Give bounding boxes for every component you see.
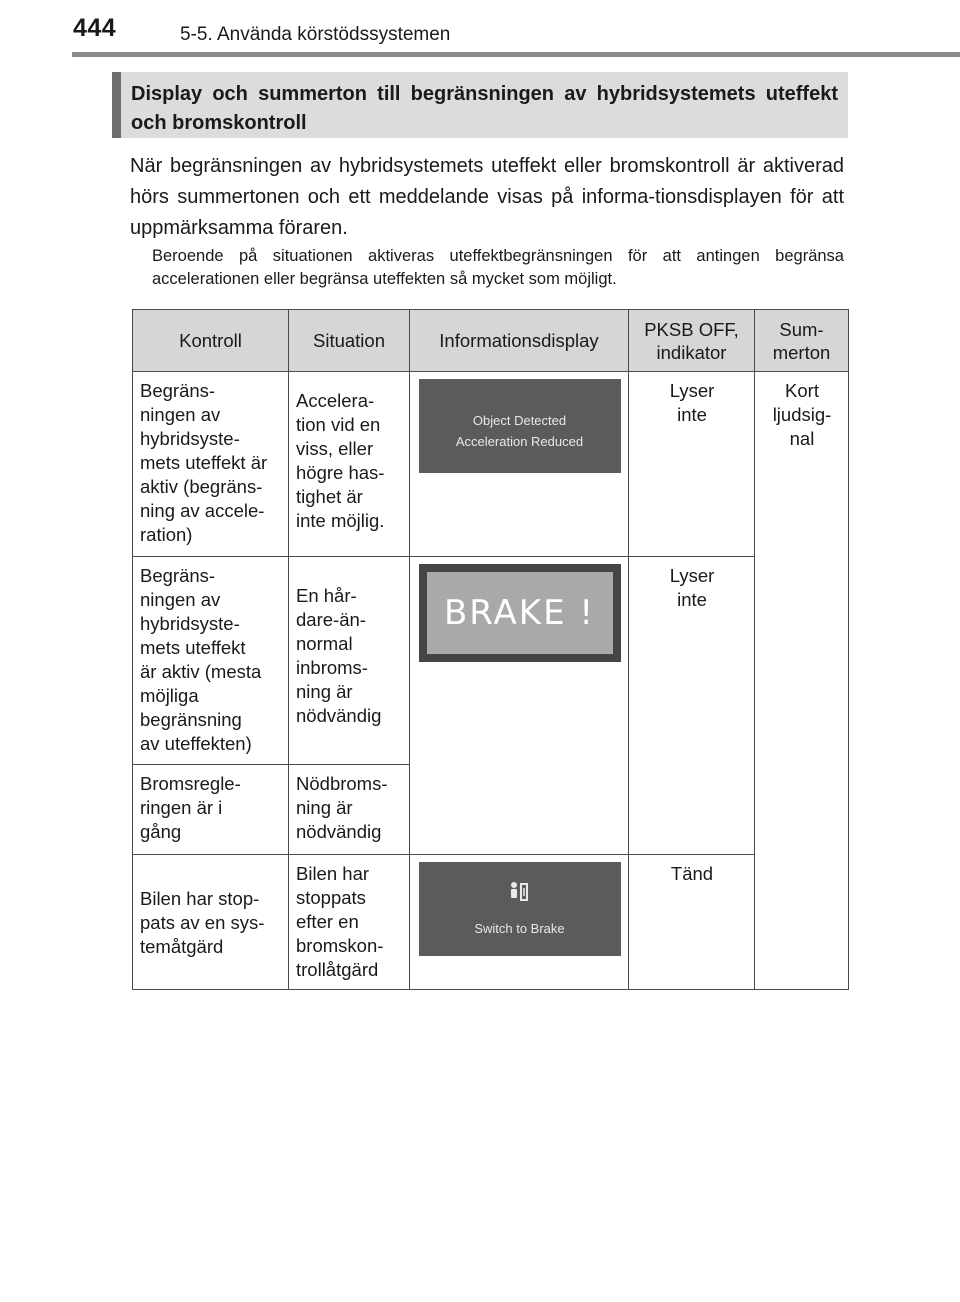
brake-display-screen <box>419 564 621 662</box>
display-cell <box>410 372 629 557</box>
kontroll-cell: Begräns- ningen av hybridsyste- mets uteffekt är aktiv (mesta möjliga begränsning av uteffekten) <box>133 557 289 765</box>
table-row <box>133 557 849 765</box>
kontroll-cell: Begräns- ningen av hybridsyste- mets uteffekt är aktiv (begräns- ning av accele- ration) <box>133 372 289 557</box>
body-paragraph: När begränsningen av hybridsystemets uteffekt eller bromskontroll är aktiverad hörs summertonen och ett meddelande visas på informa-tionsdisplayen för att uppmärksamma föraren. <box>130 155 844 239</box>
switch-display-screen <box>419 862 621 956</box>
display-cell <box>410 557 629 855</box>
situation-cell: Bilen har stoppats efter en bromskon- trollåtgärd <box>289 855 410 990</box>
summerton-cell: Kort ljudsig- nal <box>755 372 849 990</box>
table-row <box>133 372 849 557</box>
display-line-2: Acceleration Reduced <box>455 434 584 449</box>
running-head: 5-5. Använda körstödssystemen <box>180 24 451 45</box>
situation-cell: En hår- dare-än- normal inbroms- ning är nödvändig <box>289 557 410 765</box>
brake-display-text: BRAKE ! <box>427 572 613 654</box>
note-paragraph: Beroende på situationen aktiveras uteffektbegränsningen för att antingen begränsa accelerationen eller begränsa uteffekten så mycket som möjligt. <box>152 247 844 288</box>
header-situation: Situation <box>289 310 410 372</box>
table-header-row <box>133 310 849 372</box>
section-title: Display och summerton till begränsningen av hybridsystemets uteffekt och bromskontroll <box>112 72 848 138</box>
page-number: 444 <box>73 14 117 42</box>
header-summerton: Sum- merton <box>755 310 849 372</box>
header-informationsdisplay: Informationsdisplay <box>410 310 629 372</box>
table-row <box>133 855 849 990</box>
header-pksb-indikator: PKSB OFF, indikator <box>629 310 755 372</box>
header-rule <box>72 52 960 57</box>
indikator-cell: Tänd <box>629 855 755 990</box>
display-cell <box>410 855 629 990</box>
kontroll-cell: Bilen har stop- pats av en sys- temåtgärd <box>133 855 289 990</box>
display-line-1: Switch to Brake <box>474 921 565 936</box>
indikator-cell: Lyser inte <box>629 372 755 557</box>
header-kontroll: Kontroll <box>133 310 289 372</box>
control-table <box>132 309 849 990</box>
kontroll-cell: Bromsregle- ringen är i gång <box>133 765 289 855</box>
situation-cell: Accelera- tion vid en viss, eller högre has- tighet är inte möjlig. <box>289 372 410 557</box>
display-line-1: Object Detected <box>472 413 567 428</box>
situation-cell: Nödbroms- ning är nödvändig <box>289 765 410 855</box>
indikator-cell: Lyser inte <box>629 557 755 855</box>
brake-pedal-icon <box>507 880 533 904</box>
info-display-screen <box>419 379 621 473</box>
